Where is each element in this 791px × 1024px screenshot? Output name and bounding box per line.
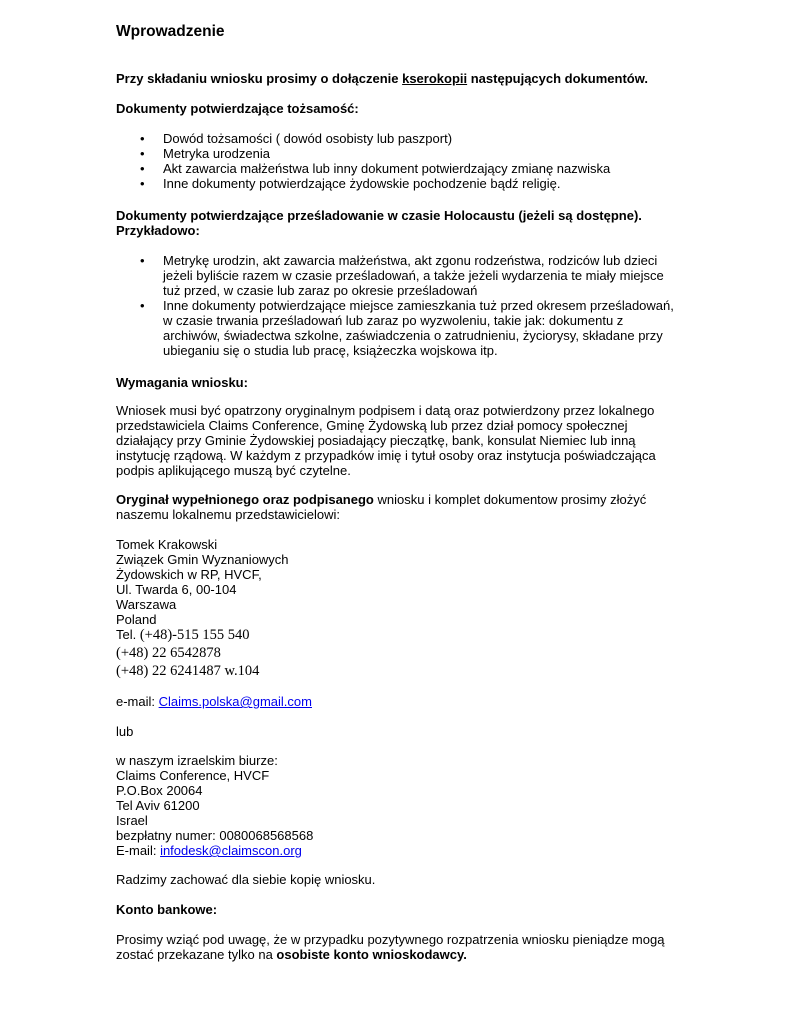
identity-list <box>116 131 736 191</box>
list-item-text: Akt zawarcia małżeństwa lub inny dokument potwierdzający zmianę nazwiska <box>163 161 611 176</box>
copy-advice: Radzimy zachować dla siebie kopię wniosku. <box>116 872 376 887</box>
phone-number: (+48) 22 6542878 <box>116 645 221 661</box>
list-item <box>116 176 736 191</box>
identity-heading: Dokumenty potwierdzające tożsamość: <box>116 101 359 116</box>
paragraph-line: instytucję rządową. W każdym z przypadków imię i tytuł osoby oraz instytucja poświadczająca <box>116 448 656 463</box>
paragraph-line: Prosimy wziąć pod uwagę, że w przypadku pozytywnego rozpatrzenia wniosku pieniądze mogą <box>116 932 665 947</box>
page-title: Wprowadzenie <box>116 23 225 40</box>
paragraph-line: działający przy Gminie Żydowskiej posiadający pieczątkę, bank, konsulat Niemiec lub inną <box>116 433 636 448</box>
bullet-icon: • <box>140 131 145 146</box>
email-label: e-mail: <box>116 694 159 709</box>
list-item-line: Inne dokumenty potwierdzające miejsce zamieszkania tuż przed okresem prześladowań, <box>163 298 674 313</box>
bank-paragraph <box>116 932 736 962</box>
persecution-heading <box>116 208 736 238</box>
email-label: E-mail: <box>116 843 161 858</box>
list-item-line: jeżeli byliście razem w czasie prześladowań, a także jeżeli wydarzenia te miały miejsce <box>163 268 664 283</box>
list-item-text: Dowód tożsamości ( dowód osobisty lub paszport) <box>163 131 453 146</box>
bullet-icon: • <box>140 176 145 191</box>
paragraph-line: Wniosek musi być opatrzony oryginalnym podpisem i datą oraz potwierdzony przez lokalnego <box>116 403 655 418</box>
email-link[interactable]: infodesk@claimscon.org <box>160 843 302 858</box>
israel-address <box>116 753 736 858</box>
paragraph-line: przedstawiciela Claims Conference, Gminę Żydowską lub przez dział pomocy społecznej <box>116 418 628 433</box>
email-link[interactable]: Claims.polska@gmail.com <box>158 694 312 709</box>
bank-line2-bold: osobiste konto wnioskodawcy. <box>276 947 467 962</box>
submit-line2: naszemu lokalnemu przedstawicielowi: <box>116 507 340 522</box>
list-item <box>116 253 736 298</box>
submit-bold: Oryginał wypełnionego oraz podpisanego <box>116 492 374 507</box>
bullet-icon: • <box>140 253 145 268</box>
intro-before: Przy składaniu wniosku prosimy o dołączenie <box>116 71 403 86</box>
list-item <box>116 146 736 161</box>
address-line: Związek Gmin Wyznaniowych <box>116 552 289 567</box>
bullet-icon: • <box>140 146 145 161</box>
requirements-heading: Wymagania wniosku: <box>116 375 248 390</box>
address-line: Poland <box>116 612 157 627</box>
list-item-line: tuż przed, w czasie lub zaraz po okresie prześladowań <box>163 283 478 298</box>
local-rep-address <box>116 537 736 627</box>
address-line: w naszym izraelskim biurze: <box>116 753 278 768</box>
address-line: Claims Conference, HVCF <box>116 768 270 783</box>
address-line: P.O.Box 20064 <box>116 783 203 798</box>
persecution-heading-line: Przykładowo: <box>116 223 200 238</box>
list-item-text: Inne dokumenty potwierdzające żydowskie pochodzenie bądź religię. <box>163 176 561 191</box>
address-line: Żydowskich w RP, HVCF, <box>116 567 262 582</box>
address-line: Warszawa <box>116 597 177 612</box>
intro-paragraph <box>116 71 736 86</box>
intro-underlined: kserokopii <box>402 71 468 86</box>
requirements-paragraph <box>116 403 736 478</box>
phone-number: (+48) 22 6241487 w.104 <box>116 663 260 679</box>
list-item-line: archiwów, świadectwa szkolne, zaświadczenia o zatrudnieniu, życiorysy, składane przy <box>163 328 663 343</box>
local-rep-email <box>116 694 736 709</box>
bullet-icon: • <box>140 298 145 313</box>
list-item <box>116 131 736 146</box>
persecution-list <box>116 253 736 358</box>
bullet-icon: • <box>140 161 145 176</box>
phone-number: (+48)-515 155 540 <box>139 627 250 643</box>
address-line: Tomek Krakowski <box>116 537 218 552</box>
bank-heading: Konto bankowe: <box>116 902 218 917</box>
list-item-text: Metryka urodzenia <box>163 146 270 161</box>
address-line: Israel <box>116 813 148 828</box>
address-line: Ul. Twarda 6, 00-104 <box>116 582 237 597</box>
list-item <box>116 161 736 176</box>
or-text: lub <box>116 724 134 739</box>
paragraph-line: podpis aplikującego muszą być czytelne. <box>116 463 351 478</box>
bank-line2-plain: zostać przekazane tylko na <box>116 947 277 962</box>
list-item-line: Metrykę urodzin, akt zawarcia małżeństwa, akt zgonu rodzeństwa, rodziców lub dzieci <box>163 253 658 268</box>
intro-after: następujących dokumentów. <box>467 71 648 86</box>
address-line: bezpłatny numer: 0080068568568 <box>116 828 314 843</box>
tel-label: Tel. <box>116 627 140 642</box>
list-item-line: ubieganiu się o studia lub pracę, książeczka wojskowa itp. <box>163 343 498 358</box>
submit-rest: wniosku i komplet dokumentow prosimy złożyć <box>373 492 647 507</box>
list-item <box>116 298 736 358</box>
address-line: Tel Aviv 61200 <box>116 798 200 813</box>
local-rep-phones <box>116 626 736 680</box>
submit-paragraph <box>116 492 736 522</box>
list-item-line: w czasie trwania prześladowań lub zaraz po wyzwoleniu, takie jak: dokumentu z <box>163 313 624 328</box>
persecution-heading-line: Dokumenty potwierdzające prześladowanie w czasie Holocaustu (jeżeli są dostępne). <box>116 208 642 223</box>
